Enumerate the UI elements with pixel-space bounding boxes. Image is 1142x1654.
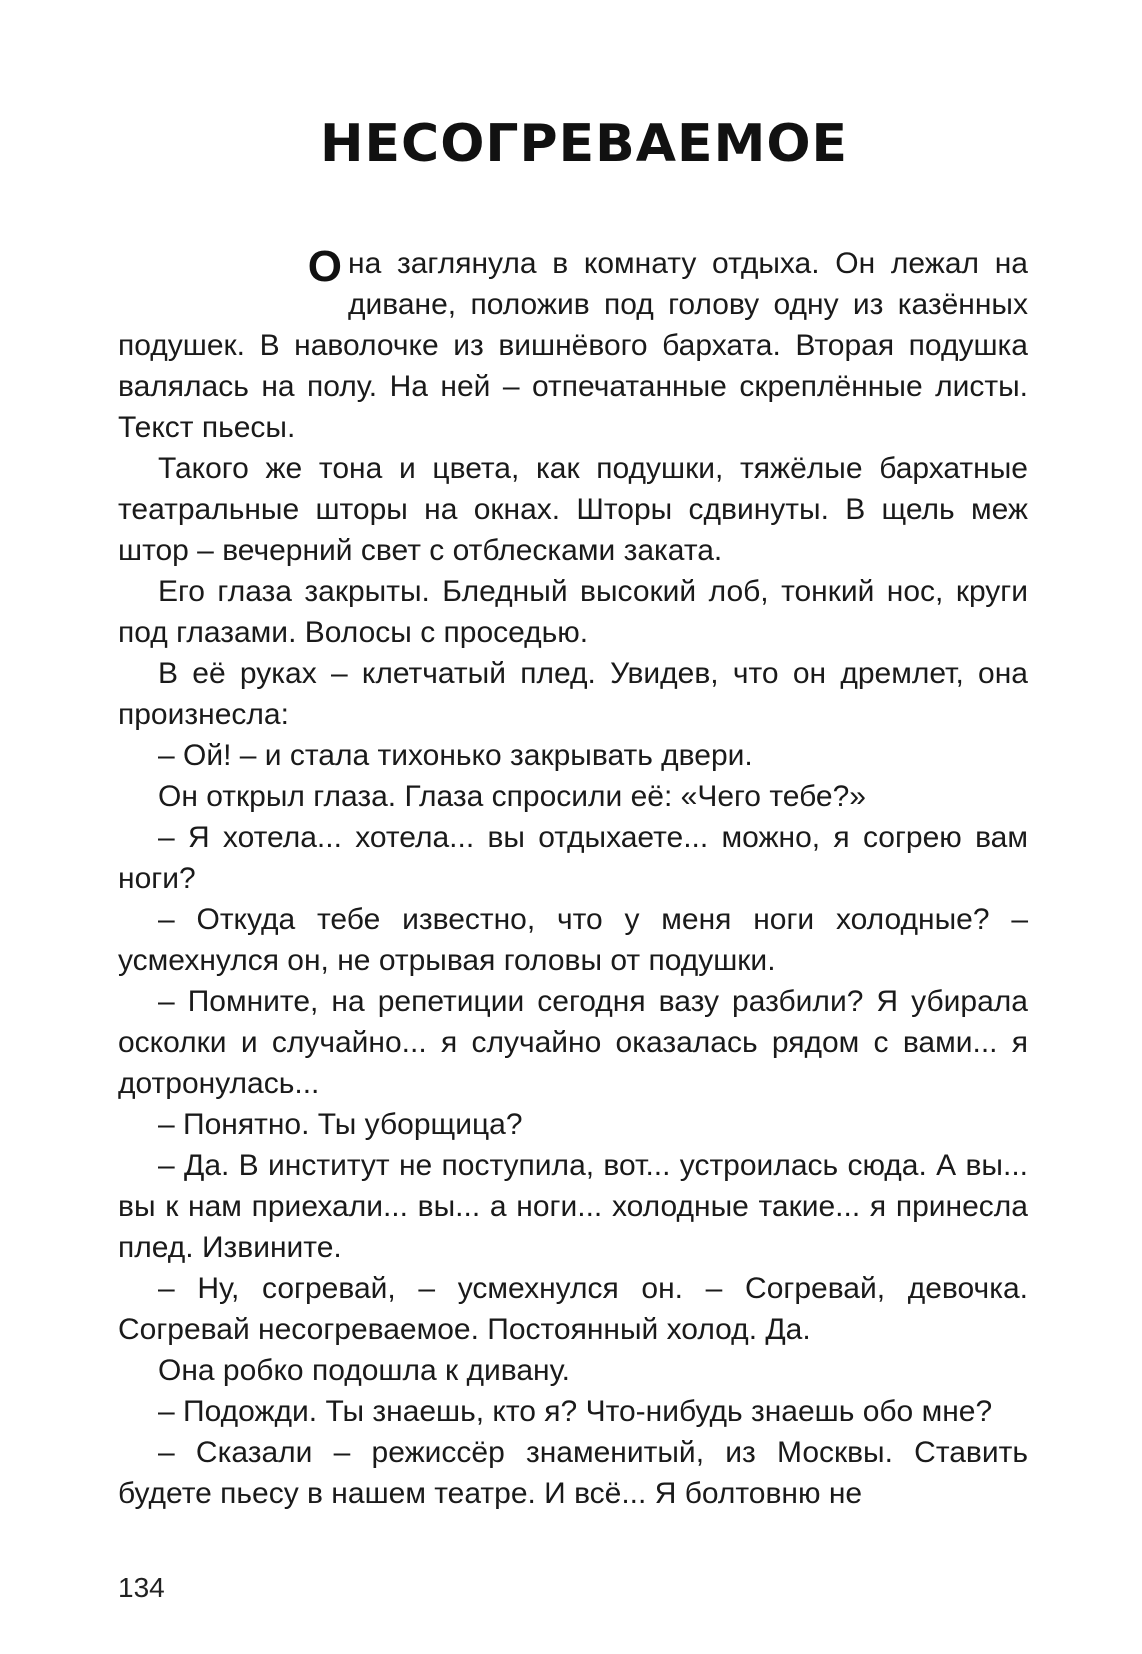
page-number: 134 xyxy=(118,1572,165,1603)
paragraph: – Подожди. Ты знаешь, кто я? Что-нибудь знаешь обо мне? xyxy=(158,1395,993,1428)
chapter-title: НЕСОГРЕВАЕМОЕ xyxy=(320,114,849,174)
paragraph: Такого же тона и цвета, как подушки, тяжёлые бархатные театральные шторы на окнах. Шторы сдвинуты. В щель меж штор – вечерний свет с отблесками заката. xyxy=(118,452,1028,567)
paragraph: – Откуда тебе известно, что у меня ноги холодные? – усмехнулся он, не отрывая головы от подушки. xyxy=(118,903,1028,977)
paragraph: – Сказали – режиссёр знаменитый, из Москвы. Ставить будете пьесу в нашем театре. И всё... Я болтовню не xyxy=(118,1436,1028,1510)
paragraph-text: на заглянула в комнату отдыха. Он лежал на диване, положив под голову одну из казённых подушек. В наволочке из вишнёвого бархата. Вторая подушка валялась на полу. На ней – отпечатанные скреплённые листы. Текст пьесы. xyxy=(118,247,1028,444)
paragraph: – Да. В институт не поступила, вот... устроилась сюда. А вы... вы к нам приехали... вы... а ноги... холодные такие... я принесла плед. Извините. xyxy=(118,1149,1028,1264)
paragraph: – Я хотела... хотела... вы отдыхаете... можно, я согрею вам ноги? xyxy=(118,821,1028,895)
paragraph: Она робко подошла к дивану. xyxy=(158,1354,570,1387)
paragraph xyxy=(118,243,1028,448)
paragraph: – Помните, на репетиции сегодня вазу разбили? Я убирала осколки и случайно... я случайно оказалась рядом с вами... я дотронулась... xyxy=(118,985,1028,1100)
paragraph: В её руках – клетчатый плед. Увидев, что он дремлет, она произнесла: xyxy=(118,657,1028,731)
paragraph: Его глаза закрыты. Бледный высокий лоб, тонкий нос, круги под глазами. Волосы с проседью. xyxy=(118,575,1028,649)
drop-cap: О xyxy=(307,242,342,291)
paragraph: – Ой! – и стала тихонько закрывать двери. xyxy=(158,739,753,772)
paragraph: – Понятно. Ты уборщица? xyxy=(158,1108,523,1141)
paragraph: – Ну, согревай, – усмехнулся он. – Согревай, девочка. Согревай несогреваемое. Постоянный холод. Да. xyxy=(118,1272,1028,1346)
drop-cap-box xyxy=(118,242,348,293)
body-text xyxy=(118,243,1028,1514)
paragraph: Он открыл глаза. Глаза спросили её: «Чего тебе?» xyxy=(158,780,866,813)
